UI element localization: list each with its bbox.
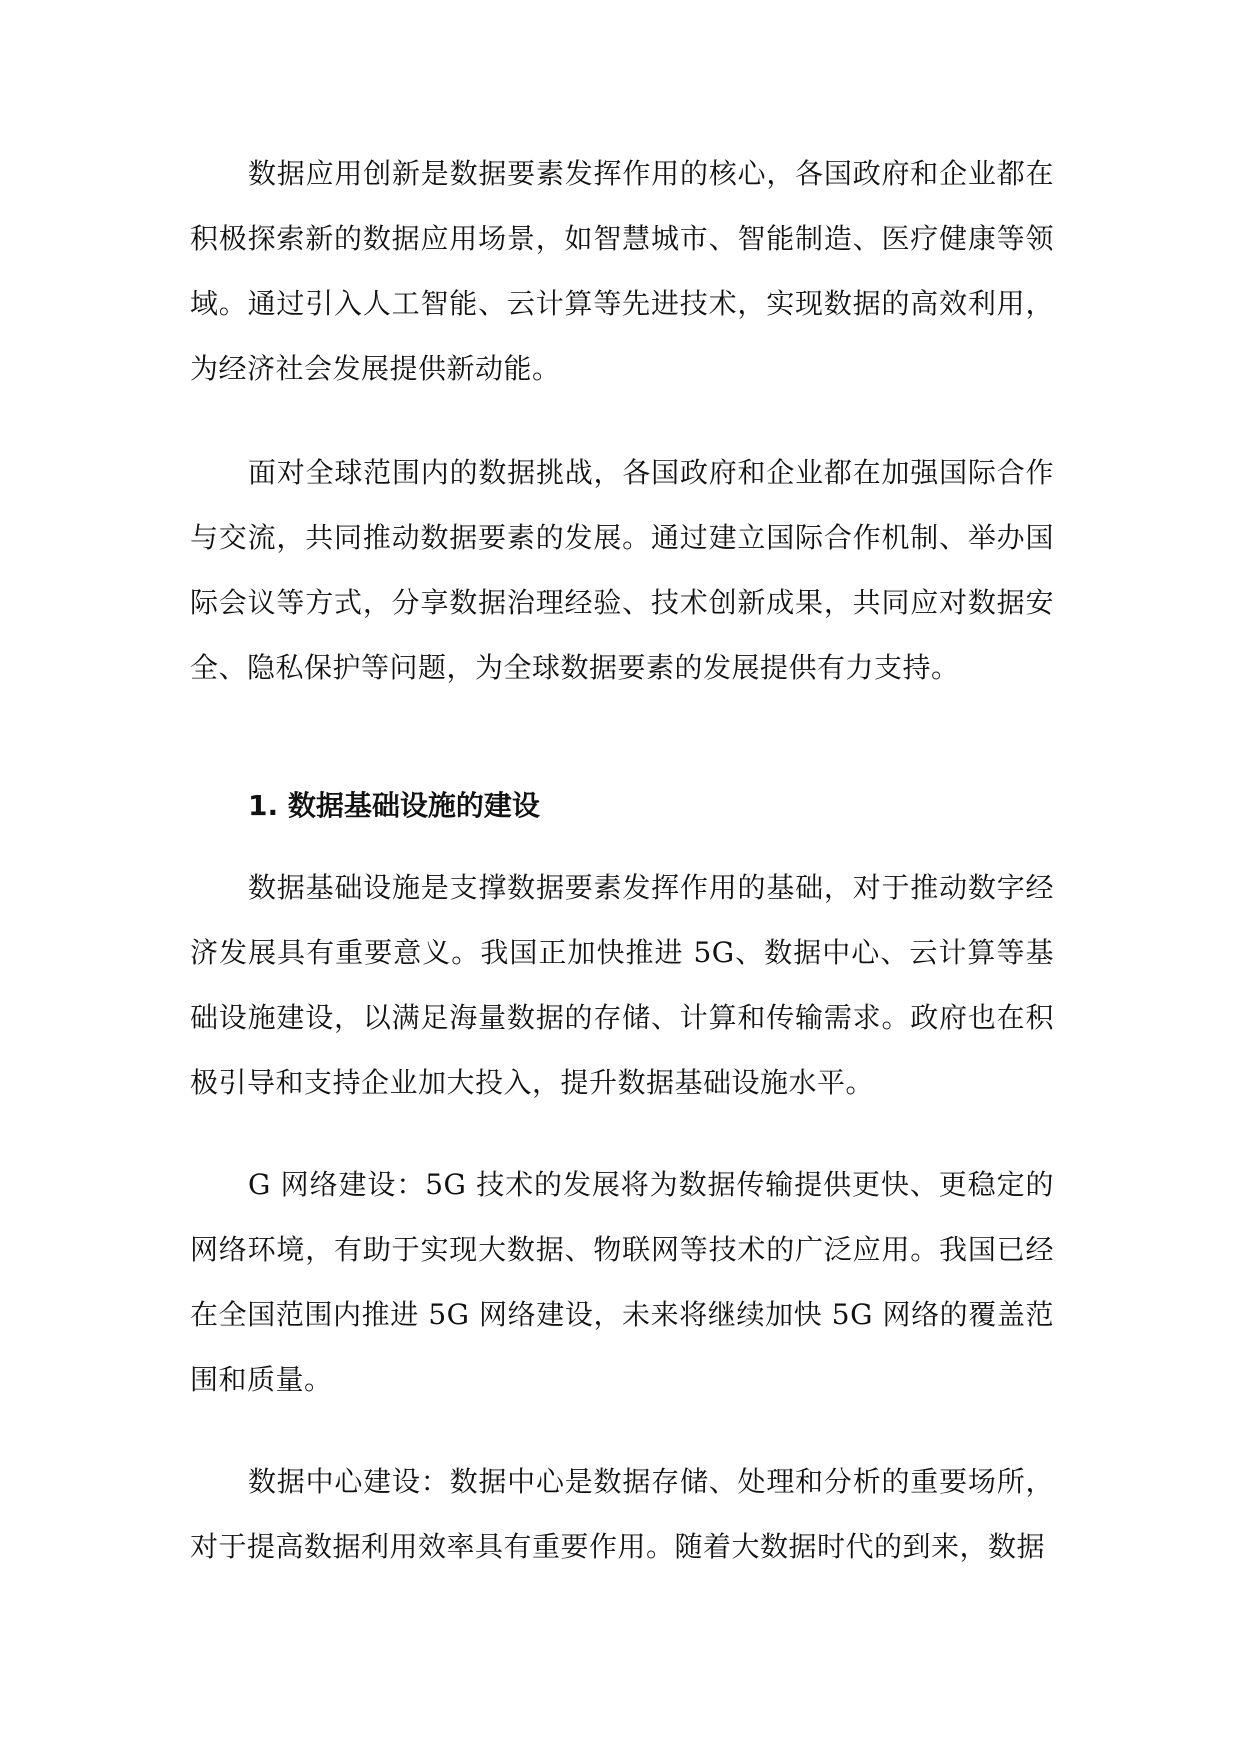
paragraph-data-center: 数据中心建设：数据中心是数据存储、处理和分析的重要场所，对于提高数据利用效率具有重要作用。随着大数据时代的到来，数据 bbox=[190, 1465, 1054, 1563]
paragraph-international-cooperation: 面对全球范围内的数据挑战，各国政府和企业都在加强国际合作与交流，共同推动数据要素的发展。通过建立国际合作机制、举办国际会议等方式，分享数据治理经验、技术创新成果，共同应对数据安全、隐私保护等问题，为全球数据要素的发展提供有力支持。 bbox=[190, 456, 1054, 684]
section-heading: 1. 数据基础设施的建设 bbox=[248, 789, 540, 822]
paragraph-data-infrastructure: 数据基础设施是支撑数据要素发挥作用的基础，对于推动数字经济发展具有重要意义。我国正加快推进 5G、数据中心、云计算等基础设施建设，以满足海量数据的存储、计算和传输需求。政府也在积极引导和支持企业加大投入，提升数据基础设施水平。 bbox=[190, 871, 1054, 1099]
paragraph-5g-network: G 网络建设：5G 技术的发展将为数据传输提供更快、更稳定的网络环境，有助于实现大数据、物联网等技术的广泛应用。我国已经在全国范围内推进 5G 网络建设，未来将继续加快 5G 网络的覆盖范围和质量。 bbox=[190, 1168, 1054, 1396]
paragraph-data-application-innovation: 数据应用创新是数据要素发挥作用的核心，各国政府和企业都在积极探索新的数据应用场景，如智慧城市、智能制造、医疗健康等领域。通过引入人工智能、云计算等先进技术，实现数据的高效利用，为经济社会发展提供新动能。 bbox=[190, 157, 1054, 385]
